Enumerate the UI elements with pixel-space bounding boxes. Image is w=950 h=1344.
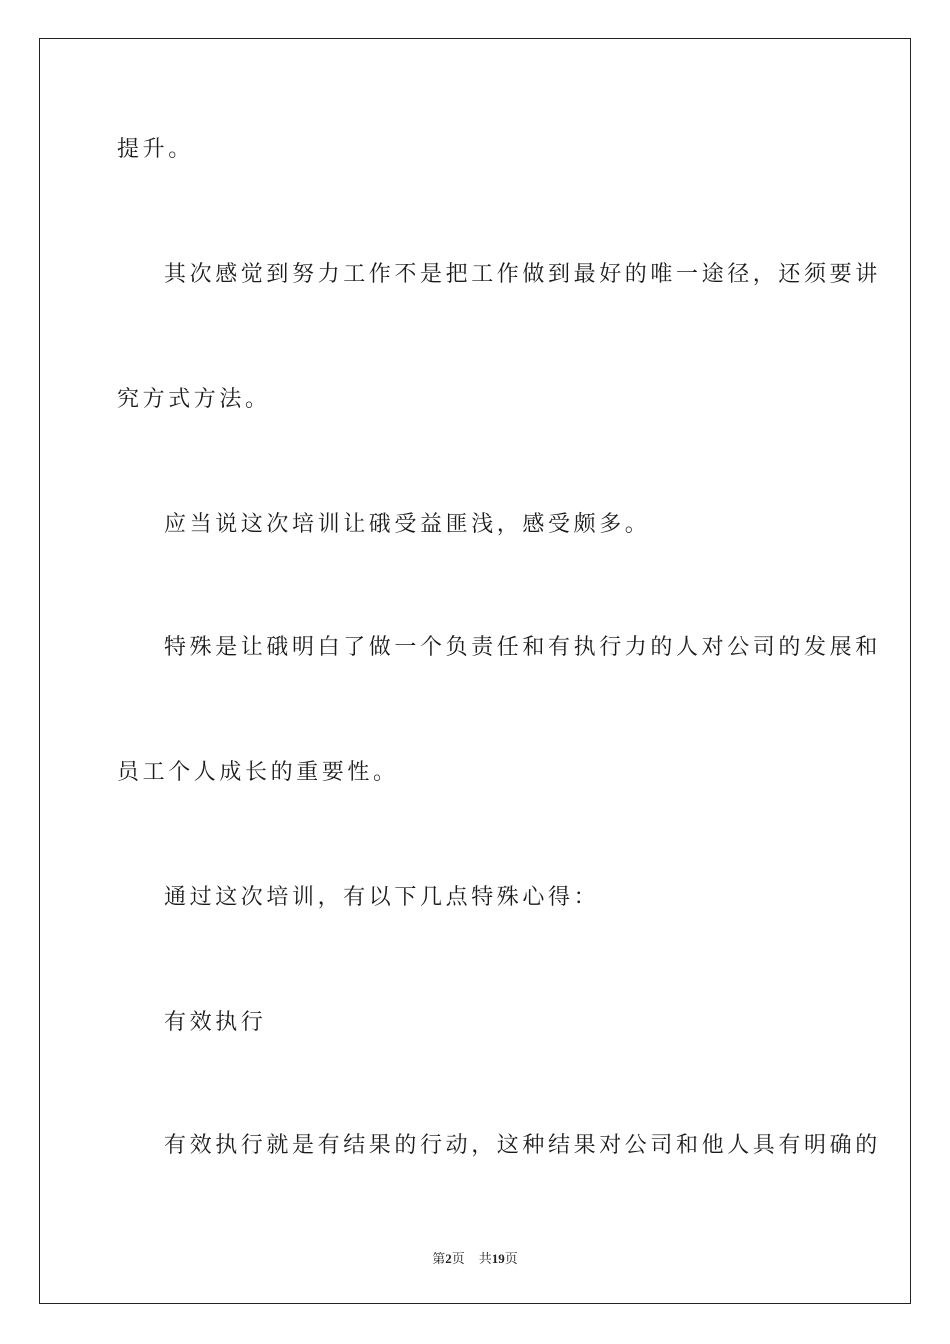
paragraph-line: 特殊是让硪明白了做一个负责任和有执行力的人对公司的发展和 <box>164 635 881 660</box>
page-number: 2 <box>445 1251 452 1266</box>
paragraph-line: 员工个人成长的重要性。 <box>117 760 399 785</box>
page-footer <box>0 1248 950 1267</box>
total-pages: 19 <box>491 1251 505 1266</box>
paragraph-line: 应当说这次培训让硪受益匪浅，感受颇多。 <box>164 512 651 537</box>
total-suffix: 页 <box>504 1251 518 1266</box>
total-prefix: 共 <box>478 1251 492 1266</box>
paragraph-line: 究方式方法。 <box>117 387 271 412</box>
section-heading: 有效执行 <box>164 1010 267 1035</box>
paragraph-line: 有效执行就是有结果的行动，这种结果对公司和他人具有明确的 <box>164 1133 881 1158</box>
paragraph-line: 其次感觉到努力工作不是把工作做到最好的唯一途径，还须要讲 <box>164 262 881 287</box>
page-prefix: 第 <box>432 1251 446 1266</box>
paragraph-line: 通过这次培训，有以下几点特殊心得： <box>164 885 600 910</box>
paragraph-line: 提升。 <box>117 137 194 162</box>
page-border <box>39 38 911 1304</box>
page-suffix: 页 <box>451 1251 465 1266</box>
